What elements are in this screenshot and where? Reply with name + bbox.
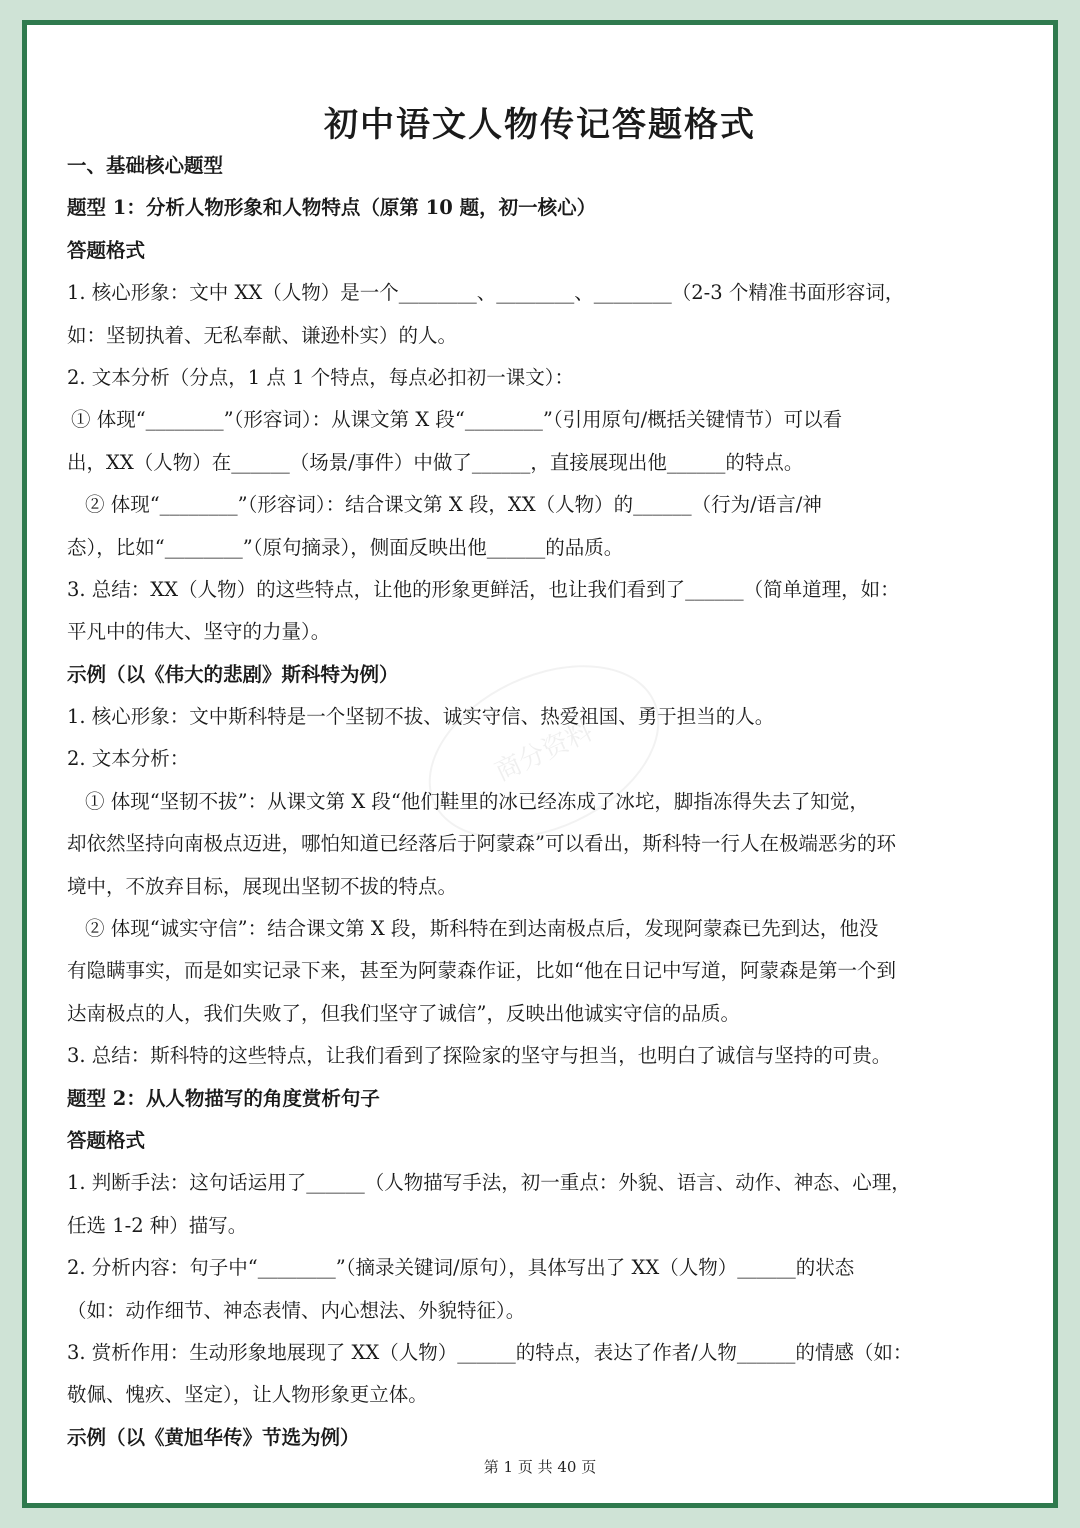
text-line: 平凡中的伟大、坚守的力量）。 xyxy=(67,620,331,644)
text-line: 1. 判断手法：这句话运用了______（人物描写手法，初一重点：外貌、语言、动作、神态、心理， xyxy=(67,1171,911,1195)
text-line: 态），比如“________”（原句摘录），侧面反映出他______的品质。 xyxy=(67,535,624,559)
text-line: ① 体现“________”（形容词）：从课文第 X 段“________”（引用原句/概括关键情节）可以看 xyxy=(71,408,843,432)
section-heading: 题型 2：从人物描写的角度赏析句子 xyxy=(67,1086,380,1110)
text-line: 3. 赏析作用：生动形象地展现了 XX（人物）______的特点，表达了作者/人物______的情感（如： xyxy=(67,1340,913,1364)
text-line: 1. 核心形象：文中 XX（人物）是一个________、________、________（2-3 个精准书面形容词， xyxy=(67,281,905,305)
text-line: 达南极点的人，我们失败了，但我们坚守了诚信”，反映出他诚实守信的品质。 xyxy=(67,1001,740,1025)
section-heading: 示例（以《黄旭华传》节选为例） xyxy=(67,1425,360,1449)
text-line: ② 体现“诚实守信”：结合课文第 X 段，斯科特在到达南极点后，发现阿蒙森已先到达，他没 xyxy=(85,917,879,941)
text-line: ① 体现“坚韧不拔”：从课文第 X 段“他们鞋里的冰已经冻成了冰坨，脚指冻得失去了知觉， xyxy=(85,789,869,813)
document-title: 初中语文人物传记答题格式 xyxy=(324,105,756,145)
text-line: 敬佩、愧疚、坚定），让人物形象更立体。 xyxy=(67,1383,428,1407)
text-line: 有隐瞒事实，而是如实记录下来，甚至为阿蒙森作证，比如“他在日记中写道，阿蒙森是第一个到 xyxy=(67,959,896,983)
section-heading: 一、基础核心题型 xyxy=(67,154,224,177)
text-line: 2. 文本分析（分点，1 点 1 个特点，每点必扣初一课文）： xyxy=(67,365,574,389)
page-footer: 第 1 页 共 40 页 xyxy=(483,1458,597,1476)
text-line: 出，XX（人物）在______（场景/事件）中做了______，直接展现出他______的特点。 xyxy=(67,450,804,474)
text-line: 3. 总结：斯科特的这些特点，让我们看到了探险家的坚守与担当，也明白了诚信与坚持的可贵。 xyxy=(67,1044,892,1068)
section-heading: 答题格式 xyxy=(67,238,146,262)
section-heading: 示例（以《伟大的悲剧》斯科特为例） xyxy=(67,662,399,686)
text-line: 2. 文本分析： xyxy=(67,747,190,771)
text-line: 3. 总结：XX（人物）的这些特点，让他的形象更鲜活，也让我们看到了______（简单道理，如： xyxy=(67,577,900,601)
document-body xyxy=(67,145,1017,1459)
text-line: 却依然坚持向南极点迈进，哪怕知道已经落后于阿蒙森”可以看出，斯科特一行人在极端恶劣的环 xyxy=(67,832,896,856)
document-page xyxy=(27,25,1053,1503)
text-line: 境中，不放弃目标，展现出坚韧不拔的特点。 xyxy=(67,874,458,898)
text-line: ② 体现“________”（形容词）：结合课文第 X 段，XX（人物）的______（行为/语言/神 xyxy=(85,493,822,517)
watermark-stamp: 商分资料 xyxy=(401,631,687,874)
text-line: 任选 1-2 种）描写。 xyxy=(67,1213,248,1237)
text-line: （如：动作细节、神态表情、内心想法、外貌特征）。 xyxy=(67,1298,526,1322)
section-heading: 题型 1：分析人物形象和人物特点（原第 10 题，初一核心） xyxy=(67,196,597,220)
text-line: 1. 核心形象：文中斯科特是一个坚韧不拔、诚实守信、热爱祖国、勇于担当的人。 xyxy=(67,705,775,729)
text-line: 如：坚韧执着、无私奉献、谦逊朴实）的人。 xyxy=(67,323,458,347)
section-heading: 答题格式 xyxy=(67,1128,146,1152)
text-line: 2. 分析内容：句子中“________”（摘录关键词/原句），具体写出了 XX（人物）______的状态 xyxy=(67,1256,855,1280)
